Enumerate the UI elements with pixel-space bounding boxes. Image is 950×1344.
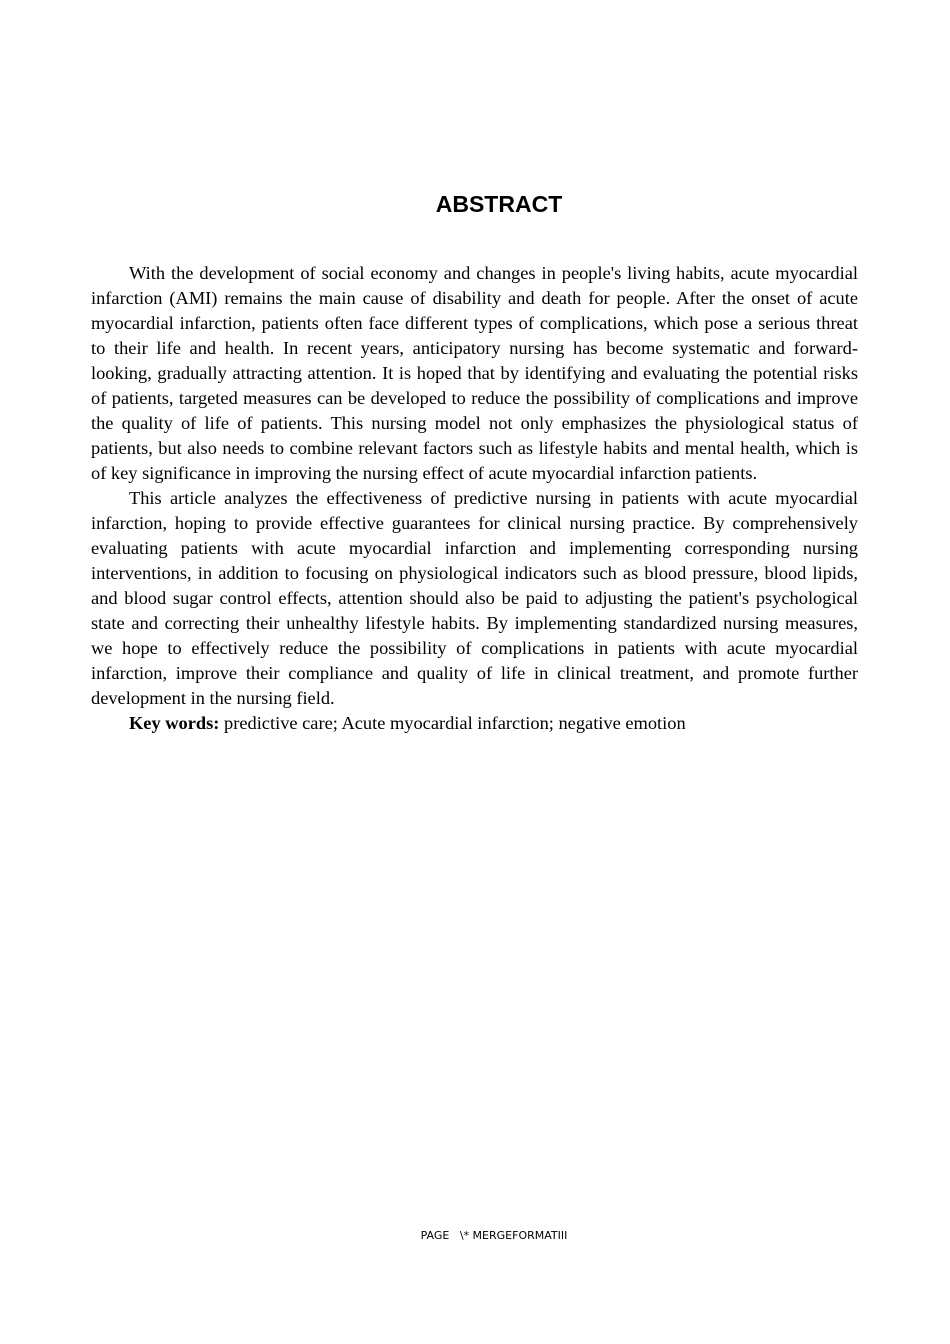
abstract-paragraph-1: With the development of social economy and changes in people's living habits, acute myocardial infarction (AMI) remains the main cause of disability and death for people. After the onset of acute myocardial infarction, patients often face different types of complications, which pose a serious threat to their life and health. In recent years, anticipatory nursing has become systematic and forward-looking, gradually attracting attention. It is hoped that by identifying and evaluating the potential risks of patients, targeted measures can be developed to reduce the possibility of complications and improve the quality of life of patients. This nursing model not only emphasizes the physiological status of patients, but also needs to combine relevant factors such as lifestyle habits and mental health, which is of key significance in improving the nursing effect of acute myocardial infarction patients. xyxy=(91,263,858,483)
page-footer: PAGE \* MERGEFORMATIII xyxy=(420,1229,568,1242)
keywords-line xyxy=(91,711,858,736)
keywords-label: Key words: xyxy=(129,713,220,733)
abstract-body xyxy=(91,261,858,736)
abstract-paragraph-2: This article analyzes the effectiveness of predictive nursing in patients with acute myocardial infarction, hoping to provide effective guarantees for clinical nursing practice. By comprehensively evaluating patients with acute myocardial infarction and implementing corresponding nursing interventions, in addition to focusing on physiological indicators such as blood pressure, blood lipids, and blood sugar control effects, attention should also be paid to adjusting the patient's psychological state and correcting their unhealthy lifestyle habits. By implementing standardized nursing measures, we hope to effectively reduce the possibility of complications in patients with acute myocardial infarction, improve their compliance and quality of life in clinical treatment, and promote further development in the nursing field. xyxy=(91,488,858,708)
keywords-text: predictive care; Acute myocardial infarction; negative emotion xyxy=(219,713,686,733)
page-title: ABSTRACT xyxy=(435,191,563,217)
